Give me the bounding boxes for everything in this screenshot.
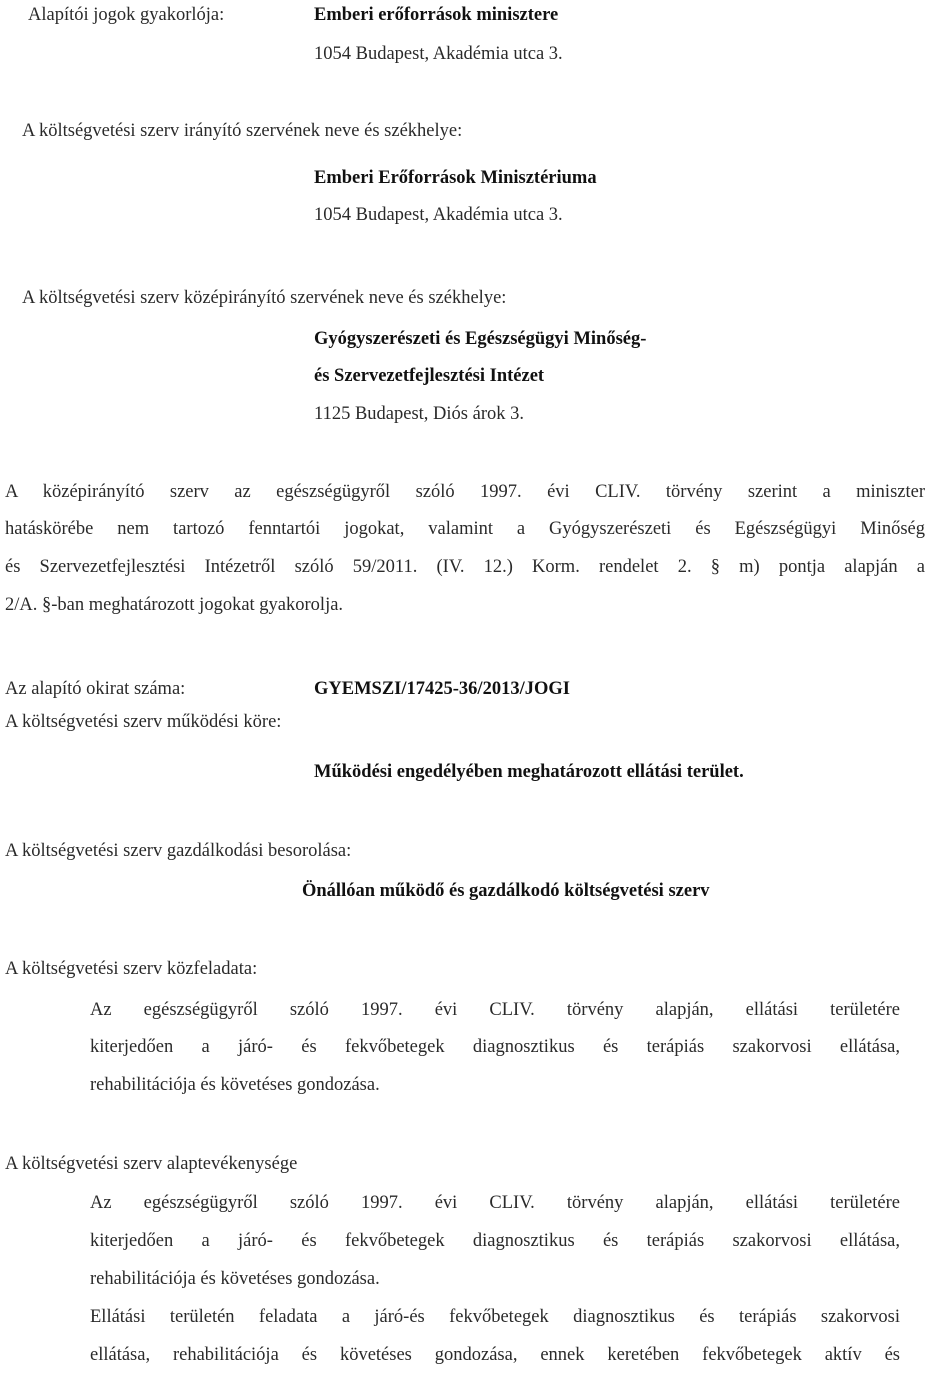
- controlling-body-address: 1054 Budapest, Akadémia utca 3.: [314, 205, 563, 225]
- public-task-label: A költségvetési szerv közfeladata:: [5, 959, 258, 979]
- core-activity-label: A költségvetési szerv alaptevékenysége: [5, 1154, 298, 1174]
- core-activity-extra-line: Ellátási területén feladata a járó-és fekvőbetegek diagnosztikus és terápiás szakorvosi: [90, 1307, 900, 1327]
- founder-rights-name: Emberi erőforrások minisztere: [314, 5, 559, 25]
- core-activity-extra-line: ellátása, rehabilitációja és követéses gondozása, ennek keretében fekvőbetegek aktív és: [90, 1345, 900, 1365]
- intermediate-body-address: 1125 Budapest, Diós árok 3.: [314, 404, 524, 424]
- controlling-body-name: Emberi Erőforrások Minisztériuma: [314, 168, 597, 188]
- public-task-line: rehabilitációja és követéses gondozása.: [90, 1075, 380, 1095]
- public-task-line: kiterjedően a járó- és fekvőbetegek diagnosztikus és terápiás szakorvosi ellátása,: [90, 1037, 900, 1057]
- controlling-body-label: A költségvetési szerv irányító szervének neve és székhelye:: [22, 121, 463, 141]
- scope-label: A költségvetési szerv működési köre:: [5, 712, 282, 732]
- public-task-line: Az egészségügyről szóló 1997. évi CLIV. törvény alapján, ellátási területére: [90, 1000, 900, 1020]
- classification-label: A költségvetési szerv gazdálkodási besorolása:: [5, 841, 352, 861]
- core-activity-line: rehabilitációja és követéses gondozása.: [90, 1269, 380, 1289]
- scope-value: Működési engedélyében meghatározott ellátási terület.: [314, 762, 744, 782]
- intermediate-body-name-line2: és Szervezetfejlesztési Intézet: [314, 366, 545, 386]
- intermediate-paragraph-line: hatáskörébe nem tartozó fenntartói jogokat, valamint a Gyógyszerészeti és Egészségügyi Minőség: [5, 519, 925, 539]
- deed-number-value: GYEMSZI/17425-36/2013/JOGI: [314, 679, 570, 699]
- intermediate-paragraph-line: 2/A. §-ban meghatározott jogokat gyakorolja.: [5, 595, 344, 615]
- deed-number-label: Az alapító okirat száma:: [5, 679, 186, 699]
- intermediate-body-label: A költségvetési szerv középirányító szervének neve és székhelye:: [22, 288, 507, 308]
- intermediate-paragraph-line: A középirányító szerv az egészségügyről szóló 1997. évi CLIV. törvény szerint a miniszter: [5, 482, 925, 502]
- founder-rights-address: 1054 Budapest, Akadémia utca 3.: [314, 44, 563, 64]
- core-activity-line: kiterjedően a járó- és fekvőbetegek diagnosztikus és terápiás szakorvosi ellátása,: [90, 1231, 900, 1251]
- core-activity-line: Az egészségügyről szóló 1997. évi CLIV. törvény alapján, ellátási területére: [90, 1193, 900, 1213]
- intermediate-paragraph-line: és Szervezetfejlesztési Intézetről szóló 59/2011. (IV. 12.) Korm. rendelet 2. § m) pontja alapján a: [5, 557, 925, 577]
- intermediate-body-name-line1: Gyógyszerészeti és Egészségügyi Minőség-: [314, 329, 647, 349]
- classification-value: Önállóan működő és gazdálkodó költségvetési szerv: [302, 881, 710, 901]
- founder-rights-label: Alapítói jogok gyakorlója:: [28, 5, 225, 25]
